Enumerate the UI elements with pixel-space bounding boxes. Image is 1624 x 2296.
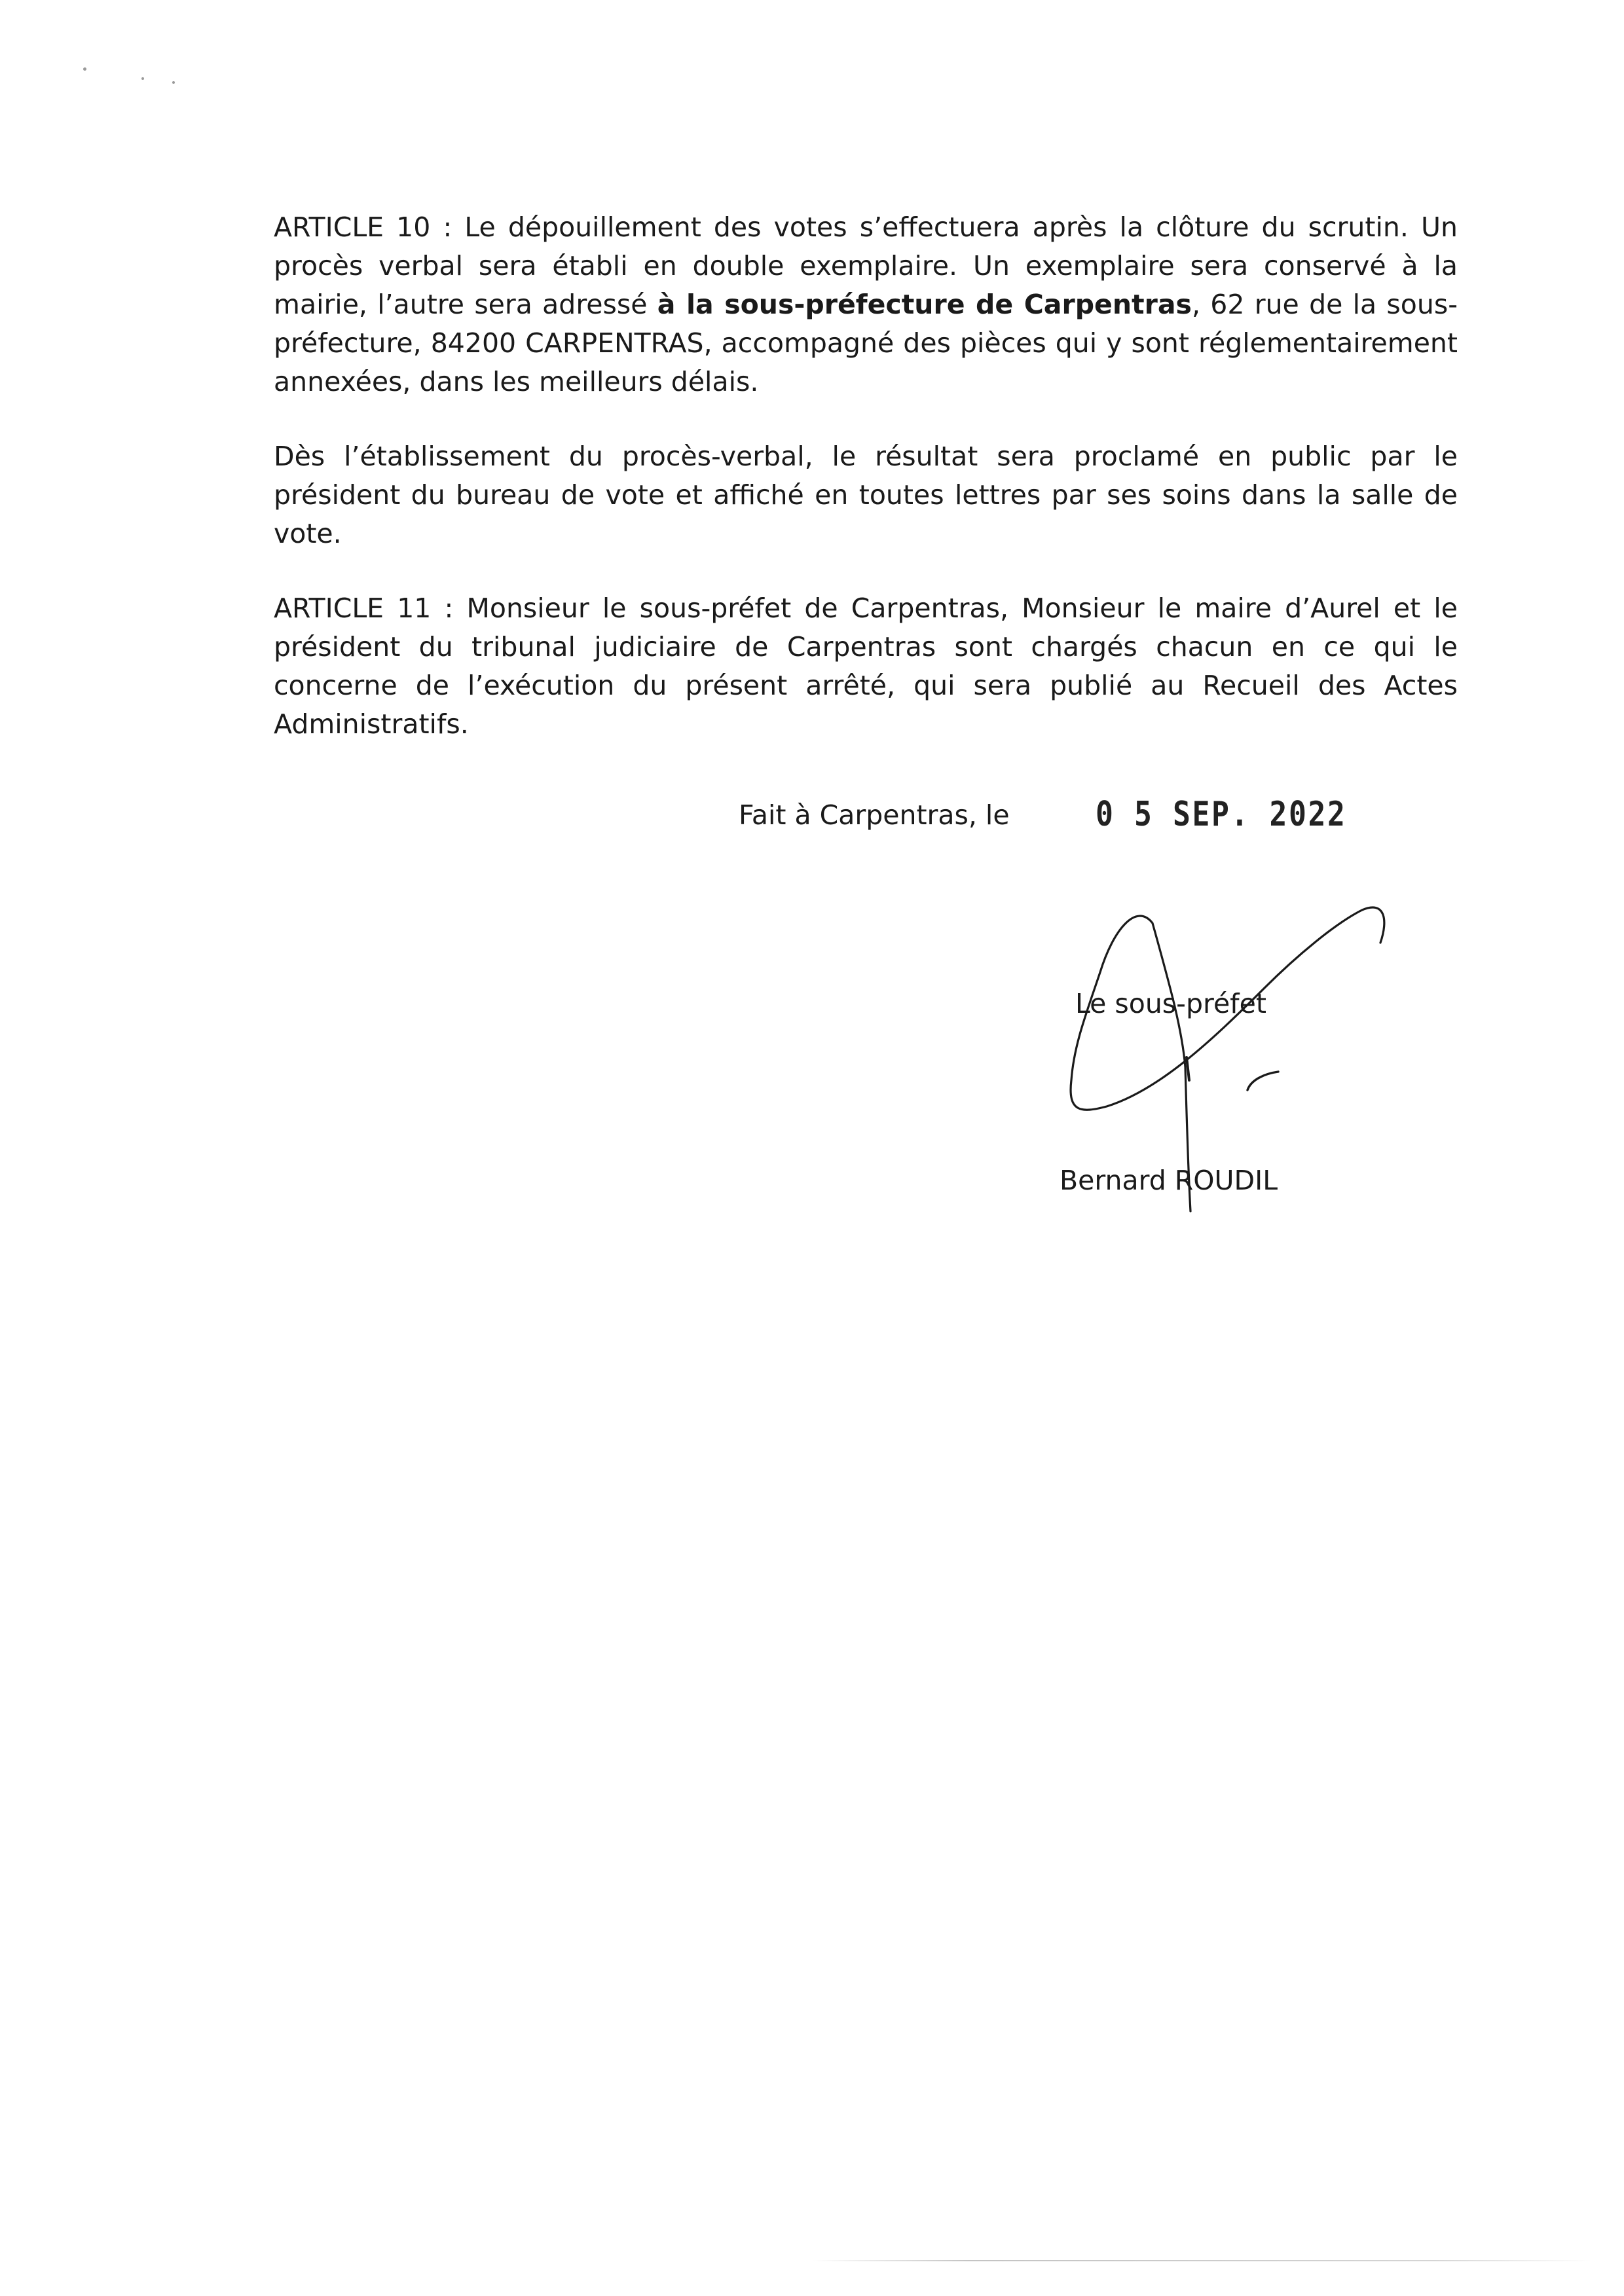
scan-speck [172,81,175,84]
handwritten-signature [1022,890,1388,1231]
proclamation-paragraph: Dès l’établissement du procès-verbal, le résultat sera proclamé en public par le président du bureau de vote et affiché en toutes lettres par ses soins dans la salle de vote. [274,441,1458,549]
article-10-paragraph [274,208,1458,401]
document-body [274,208,1458,780]
signature-tick-stroke [1187,1057,1189,1080]
signer-name: Bernard ROUDIL [1060,1165,1278,1196]
signature-hook-stroke [1247,1072,1278,1090]
signature-main-stroke [1071,907,1384,1211]
place-text: Fait à Carpentras, le [739,799,1010,831]
place-and-date [739,791,1393,843]
article-10-address: , 62 rue de la sous-préfecture, 84200 CARPENTRAS, accompagné des pièces qui y sont réglementairement annexées, dans les meilleurs délais. [274,289,1458,397]
article-10-text: ARTICLE 10 : Le dépouillement des votes s’effectuera après la clôture du scrutin. Un procès verbal sera établi en double exemplaire. Un exemplaire sera conservé à la mairie, l’autre sera adressé [274,211,1458,320]
scan-speck [83,67,86,71]
date-stamp: 0 5 SEP. 2022 [1096,795,1347,834]
signature-block [1022,890,1388,1231]
signer-role: Le sous-préfet [1075,988,1266,1019]
scan-edge-line [812,2260,1591,2261]
article-10-bold-recipient: à la sous-préfecture de Carpentras [657,289,1192,320]
scan-speck [141,77,144,80]
article-11-paragraph: ARTICLE 11 : Monsieur le sous-préfet de Carpentras, Monsieur le maire d’Aurel et le président du tribunal judiciaire de Carpentras sont chargés chacun en ce qui le concerne de l’exécution du présent arrêté, qui sera publié au Recueil des Actes Administratifs. [274,592,1458,740]
